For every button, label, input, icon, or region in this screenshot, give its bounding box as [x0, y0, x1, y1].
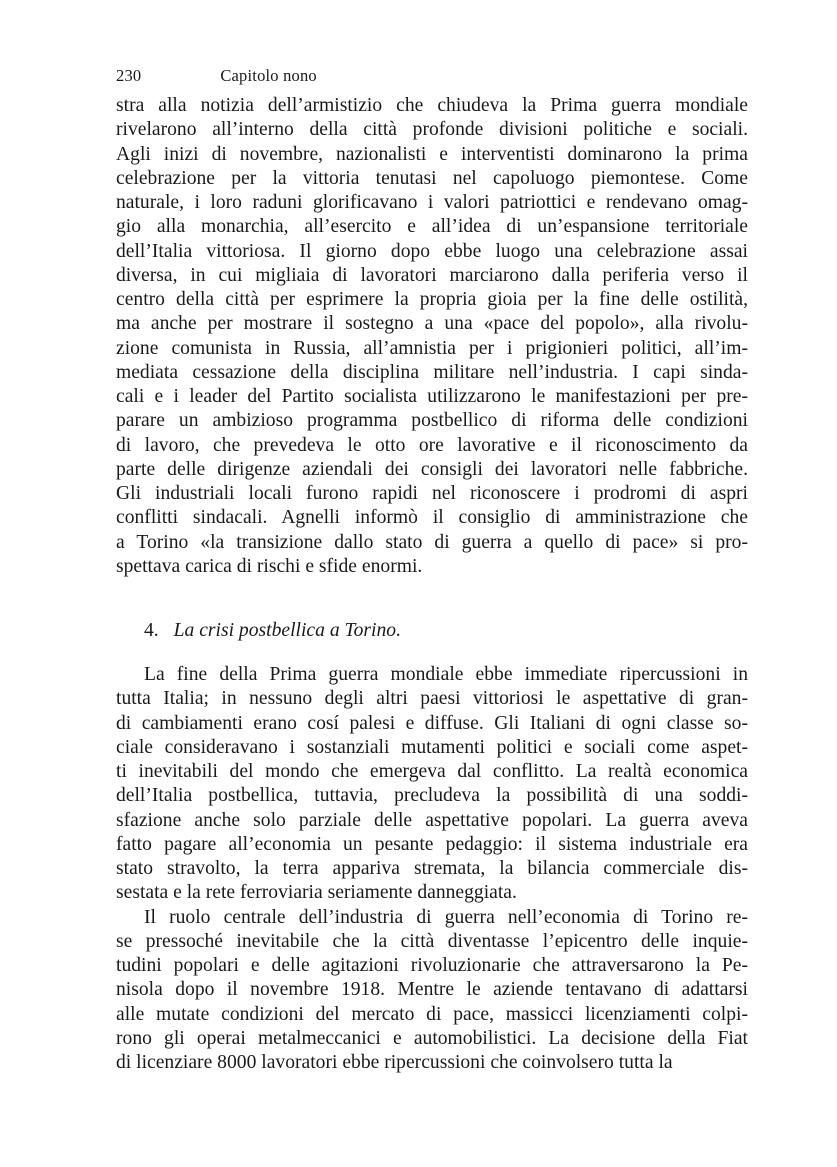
text-line: diversa, in cui migliaia di lavoratori marciarono dalla periferia verso il — [116, 264, 748, 286]
chapter-title: Capitolo nono — [220, 66, 317, 85]
text-line: parare un ambizioso programma postbellico di riforma delle condizioni — [116, 410, 748, 432]
body-text-section — [116, 663, 748, 1075]
text-line: conflitti sindacali. Agnelli informò il consiglio di amministrazione che — [116, 507, 748, 529]
text-line: ma anche per mostrare il sostegno a una «pace del popolo», alla rivolu- — [116, 313, 748, 335]
text-line: mediata cessazione della disciplina militare nell’industria. I capi sinda- — [116, 361, 748, 383]
text-line: di cambiamenti erano cosí palesi e diffuse. Gli Italiani di ogni classe so- — [116, 712, 748, 734]
page-number: 230 — [116, 66, 142, 85]
text-line: gio alla monarchia, all’esercito e all’idea di un’espansione territoriale — [116, 216, 748, 238]
text-line: ciale consideravano i sostanziali mutamenti politici e sociali come aspet- — [116, 736, 748, 758]
text-line: tudini popolari e delle agitazioni rivoluzionarie che attraversarono la Pe- — [116, 955, 748, 976]
text-line: dell’Italia postbellica, tuttavia, precludeva la possibilità di una soddi- — [116, 785, 748, 807]
text-line: stato stravolto, la terra appariva stremata, la bilancia commerciale dis- — [116, 858, 748, 879]
text-line: Il ruolo centrale dell’industria di guerra nell’economia di Torino re- — [144, 906, 748, 928]
text-line: parte delle dirigenze aziendali dei consigli dei lavoratori nelle fabbriche. — [116, 458, 748, 480]
text-line: se pressoché inevitabile che la città diventasse l’epicentro delle inquie- — [116, 930, 748, 952]
book-page — [116, 66, 748, 1075]
text-line: Agli inizi di novembre, nazionalisti e interventisti dominarono la prima — [116, 143, 748, 165]
text-line: rono gli operai metalmeccanici e automobilistici. La decisione della Fiat — [116, 1027, 748, 1049]
text-line: zione comunista in Russia, all’amnistia per i prigionieri politici, all’im- — [116, 337, 748, 359]
text-line: nisola dopo il novembre 1918. Mentre le aziende tentavano di adattarsi — [116, 979, 748, 1001]
text-line: a Torino «la transizione dallo stato di guerra a quello di pace» si pro- — [116, 531, 748, 553]
running-head — [116, 66, 748, 94]
paragraph — [116, 906, 748, 1076]
text-line: celebrazione per la vittoria tenutasi nel capoluogo piemontese. Come — [116, 167, 748, 189]
text-line: naturale, i loro raduni glorificavano i valori patriottici e rendevano omag- — [116, 192, 748, 213]
body-text-top — [116, 94, 748, 579]
text-line: fatto pagare all’economia un pesante pedaggio: il sistema industriale era — [116, 833, 748, 855]
text-line: rivelarono all’interno della città profonde divisioni politiche e sociali. — [116, 119, 748, 141]
paragraph — [116, 94, 748, 579]
text-line: centro della città per esprimere la propria gioia per la fine delle ostilità, — [116, 289, 748, 310]
section-title: La crisi postbellica a Torino. — [173, 620, 401, 641]
paragraph — [116, 663, 748, 906]
text-line: ti inevitabili del mondo che emergeva dal conflitto. La realtà economica — [116, 761, 748, 782]
text-line: stra alla notizia dell’armistizio che chiudeva la Prima guerra mondiale — [116, 95, 748, 116]
section-heading — [116, 619, 748, 643]
text-line: di licenziare 8000 lavoratori ebbe ripercussioni che coinvolsero tutta la — [116, 1052, 673, 1073]
text-line: alle mutate condizioni del mercato di pace, massicci licenziamenti colpi- — [116, 1003, 748, 1025]
text-line: dell’Italia vittoriosa. Il giorno dopo ebbe luogo una celebrazione assai — [116, 240, 748, 262]
text-line: cali e i leader del Partito socialista utilizzarono le manifestazioni per pre- — [116, 386, 748, 407]
text-line: sestata e la rete ferroviaria seriamente danneggiata. — [116, 882, 517, 904]
section-number: 4. — [144, 620, 159, 641]
text-line: La fine della Prima guerra mondiale ebbe immediate ripercussioni in — [144, 664, 748, 685]
text-line: Gli industriali locali furono rapidi nel riconoscere i prodromi di aspri — [116, 483, 748, 504]
text-line: tutta Italia; in nessuno degli altri paesi vittoriosi le aspettative di gran- — [116, 688, 748, 710]
text-line: sfazione anche solo parziale delle aspettative popolari. La guerra aveva — [116, 809, 748, 831]
text-line: di lavoro, che prevedeva le otto ore lavorative e il riconoscimento da — [116, 434, 748, 456]
text-line: spettava carica di rischi e sfide enormi. — [116, 555, 423, 577]
